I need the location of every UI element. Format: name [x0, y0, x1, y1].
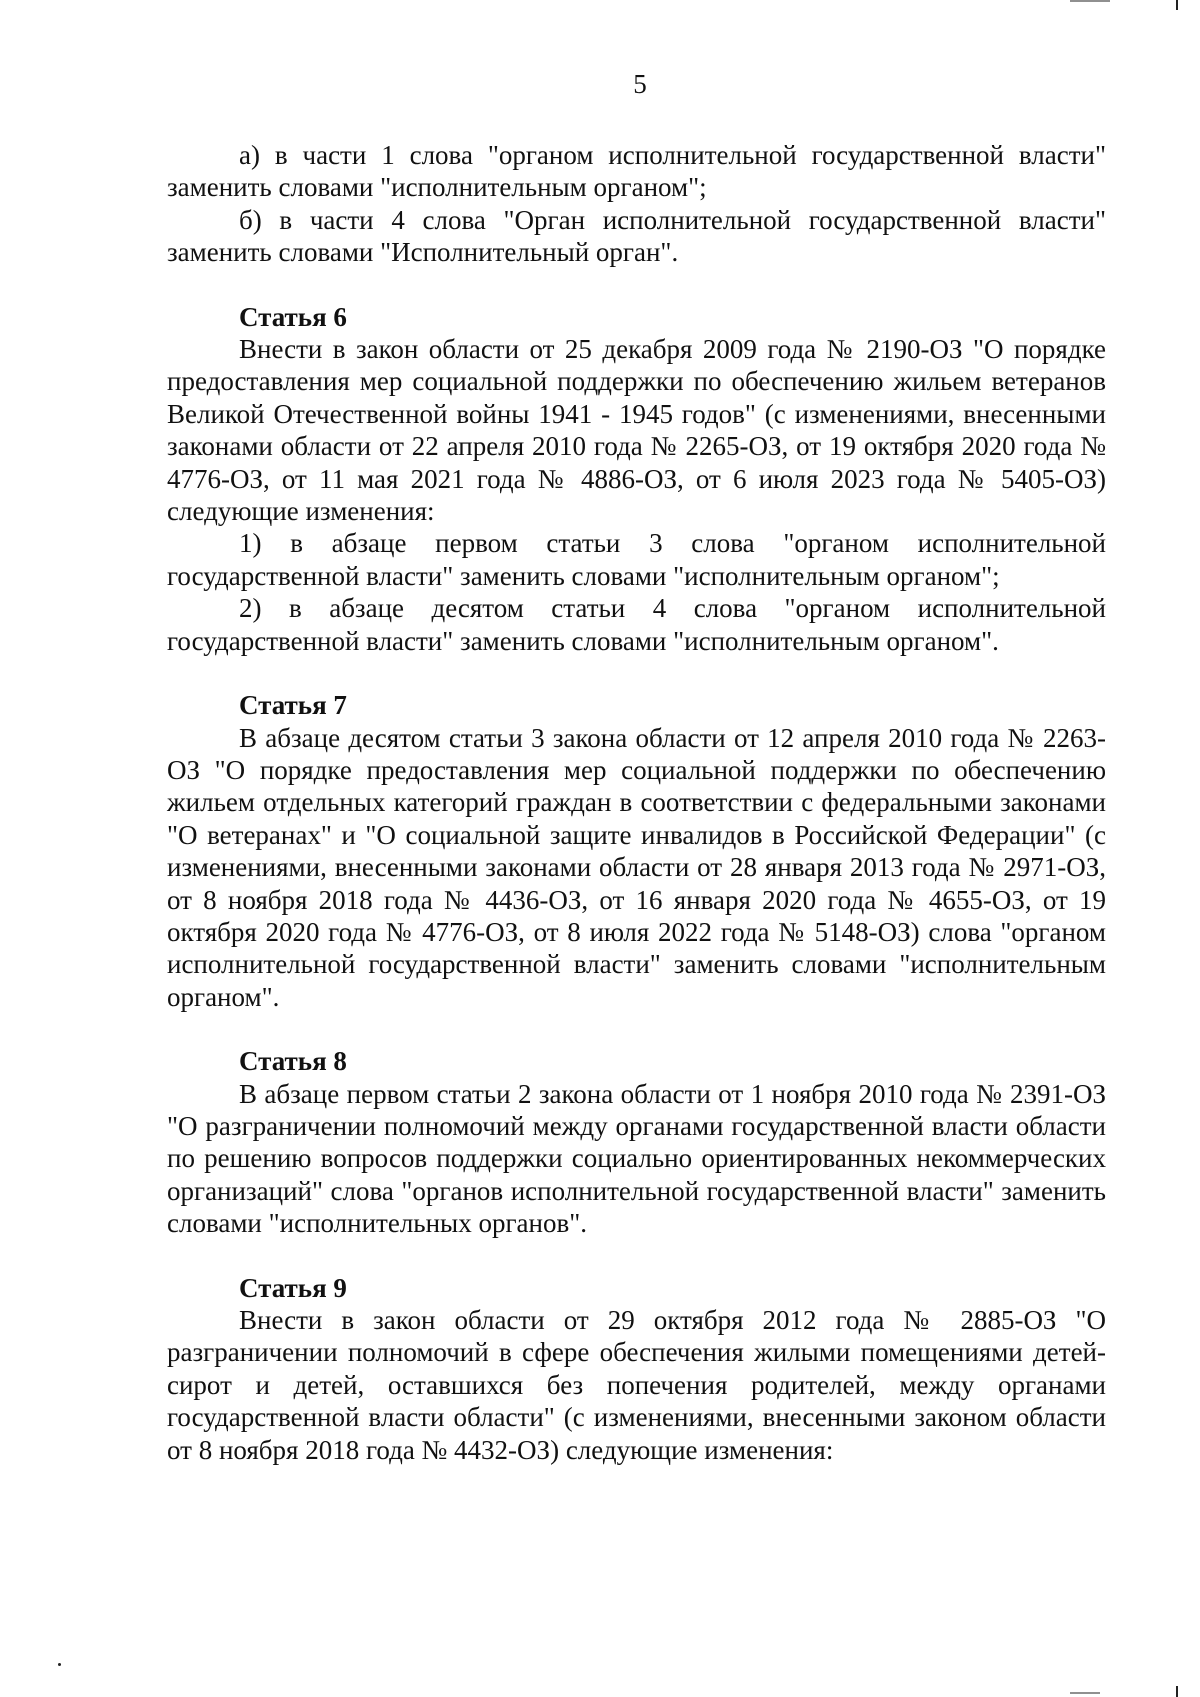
article-heading: Статья 6 — [239, 301, 347, 332]
document-body — [167, 139, 1106, 1466]
page-number: 5 — [633, 69, 647, 99]
article-heading: Статья 9 — [239, 1272, 347, 1303]
scan-artifact — [1070, 1692, 1100, 1694]
article-6 — [167, 301, 1106, 657]
article-8 — [167, 1045, 1106, 1239]
article-paragraph: 1) в абзаце первом статьи 3 слова "органом исполнительной государственной власти" заменить словами "исполнительным органом"; — [167, 528, 1106, 591]
article-paragraph: Внести в закон области от 29 октября 2012 года № 2885-ОЗ "О разграничении полномочий в сфере обеспечения жилыми помещениями детей-сирот и детей, оставшихся без попечения родителей, между органами государственной власти области" (с изменениями, внесенными законом области от 8 ноября 2018 года № 4432-ОЗ) следующие изменения: — [167, 1305, 1106, 1465]
scan-artifact — [1070, 0, 1110, 2]
scan-artifact — [1176, 0, 1178, 10]
list-item-b: б) в части 4 слова "Орган исполнительной государственной власти" заменить словами "Исполнительный орган". — [167, 204, 1106, 268]
article-paragraph: Внести в закон области от 25 декабря 2009 года № 2190-ОЗ "О порядке предоставления мер социальной поддержки по обеспечению жильем ветеранов Великой Отечественной войны 1941 - 1945 годов" (с изменениями, внесенными законами области от 22 апреля 2010 года № 2265-ОЗ, от 19 октября 2020 года № 4776-ОЗ, от 11 мая 2021 года № 4886-ОЗ, от 6 июля 2023 года № 5405-ОЗ) следующие изменения: — [167, 334, 1106, 527]
article-heading: Статья 8 — [239, 1046, 347, 1077]
scan-artifact — [1176, 1686, 1178, 1697]
article-heading: Статья 7 — [239, 690, 347, 721]
article-paragraph: 2) в абзаце десятом статьи 4 слова "органом исполнительной государственной власти" заменить словами "исполнительным органом". — [167, 593, 1106, 656]
article-7 — [167, 689, 1106, 1013]
scan-artifact — [58, 1663, 61, 1666]
list-item-a: а) в части 1 слова "органом исполнительной государственной власти" заменить словами "исполнительным органом"; — [167, 140, 1106, 203]
article-9 — [167, 1272, 1106, 1466]
article-paragraph: В абзаце десятом статьи 3 закона области от 12 апреля 2010 года № 2263-ОЗ "О порядке предоставления мер социальной поддержки по обеспечению жильем отдельных категорий граждан в соответствии с федеральными законами "О ветеранах" и "О социальной защите инвалидов в Российской Федерации" (с изменениями, внесенными законами области от 28 января 2013 года № 2971-ОЗ, от 8 ноября 2018 года № 4436-ОЗ, от 16 января 2020 года № 4655-ОЗ, от 19 октября 2020 года № 4776-ОЗ, от 8 июля 2022 года № 5148-ОЗ) слова "органом исполнительной государственной власти" заменить словами "исполнительным органом". — [167, 722, 1106, 1012]
article-paragraph: В абзаце первом статьи 2 закона области от 1 ноября 2010 года № 2391-ОЗ "О разграничении полномочий между органами государственной власти области по решению вопросов поддержки социально ориентированных некоммерческих организаций" слова "органов исполнительной государственной власти" заменить словами "исполнительных органов". — [167, 1078, 1106, 1239]
